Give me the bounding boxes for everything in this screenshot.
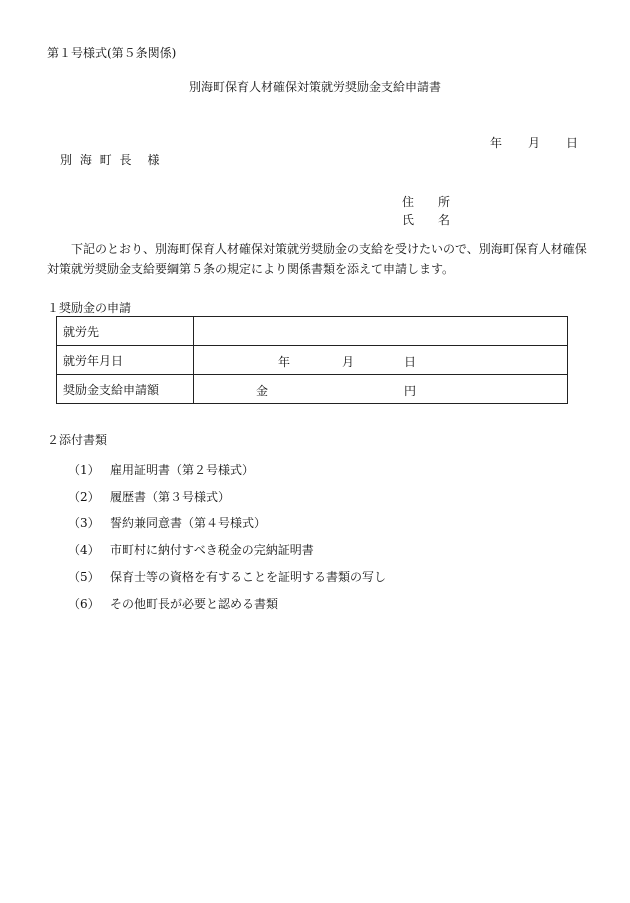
grant-application-table [56,316,568,404]
list-item [68,597,278,611]
form-number: 第１号様式(第５条関係) [47,46,177,60]
list-item-number: （6） [68,597,100,611]
list-item [68,516,266,530]
name-label [402,213,450,227]
list-item-number: （1） [68,463,100,477]
table-row [57,317,568,346]
section1-heading: １奨励金の申請 [47,301,132,315]
list-item [68,490,230,504]
list-item-text: 雇用証明書（第２号様式） [110,463,255,477]
list-item-text: 保育士等の資格を有することを証明する書類の写し [110,570,387,584]
grant-amount-label: 奨励金支給申請額 [57,375,194,404]
amount-suffix: 円 [404,384,417,398]
list-item [68,543,314,557]
name-label-part-2: 名 [438,213,451,227]
address-label [402,195,450,209]
application-statement: 下記のとおり、別海町保育人材確保対策就労奨励金の支給を受けたいので、別海町保育人材確保対策就労奨励金支給要綱第５条の規定により関係書類を添えて申請します。 [47,242,587,276]
employment-date-label: 就労年月日 [57,346,194,375]
list-item-text: その他町長が必要と認める書類 [110,597,279,611]
list-item-text: 履歴書（第３号様式） [110,490,231,504]
list-item [68,463,254,477]
date-day-label: 日 [565,136,578,150]
addressee: 別 海 町 長 様 [60,153,162,167]
list-item-number: （5） [68,570,100,584]
address-label-part-2: 所 [438,195,451,209]
employment-year-unit: 年 [278,355,291,369]
amount-prefix: 金 [256,384,269,398]
name-label-part-1: 氏 [402,213,415,227]
date-line [464,136,578,150]
list-item-number: （3） [68,516,100,530]
list-item-text: 誓約兼同意書（第４号様式） [110,516,267,530]
grant-amount-field[interactable] [194,375,568,404]
table-row [57,346,568,375]
date-month-label: 月 [527,136,540,150]
workplace-label: 就労先 [57,317,194,346]
document-title: 別海町保育人材確保対策就労奨励金支給申請書 [188,80,441,94]
list-item-text: 市町村に納付すべき税金の完納証明書 [110,543,314,557]
employment-date-field[interactable] [194,346,568,375]
section2-heading: ２添付書類 [47,433,108,447]
address-label-part-1: 住 [402,195,415,209]
employment-month-unit: 月 [342,355,355,369]
list-item-number: （4） [68,543,100,557]
table-row [57,375,568,404]
list-item-number: （2） [68,490,100,504]
workplace-field[interactable] [194,317,568,346]
list-item [68,570,386,584]
date-year-label: 年 [489,136,502,150]
employment-day-unit: 日 [404,355,417,369]
